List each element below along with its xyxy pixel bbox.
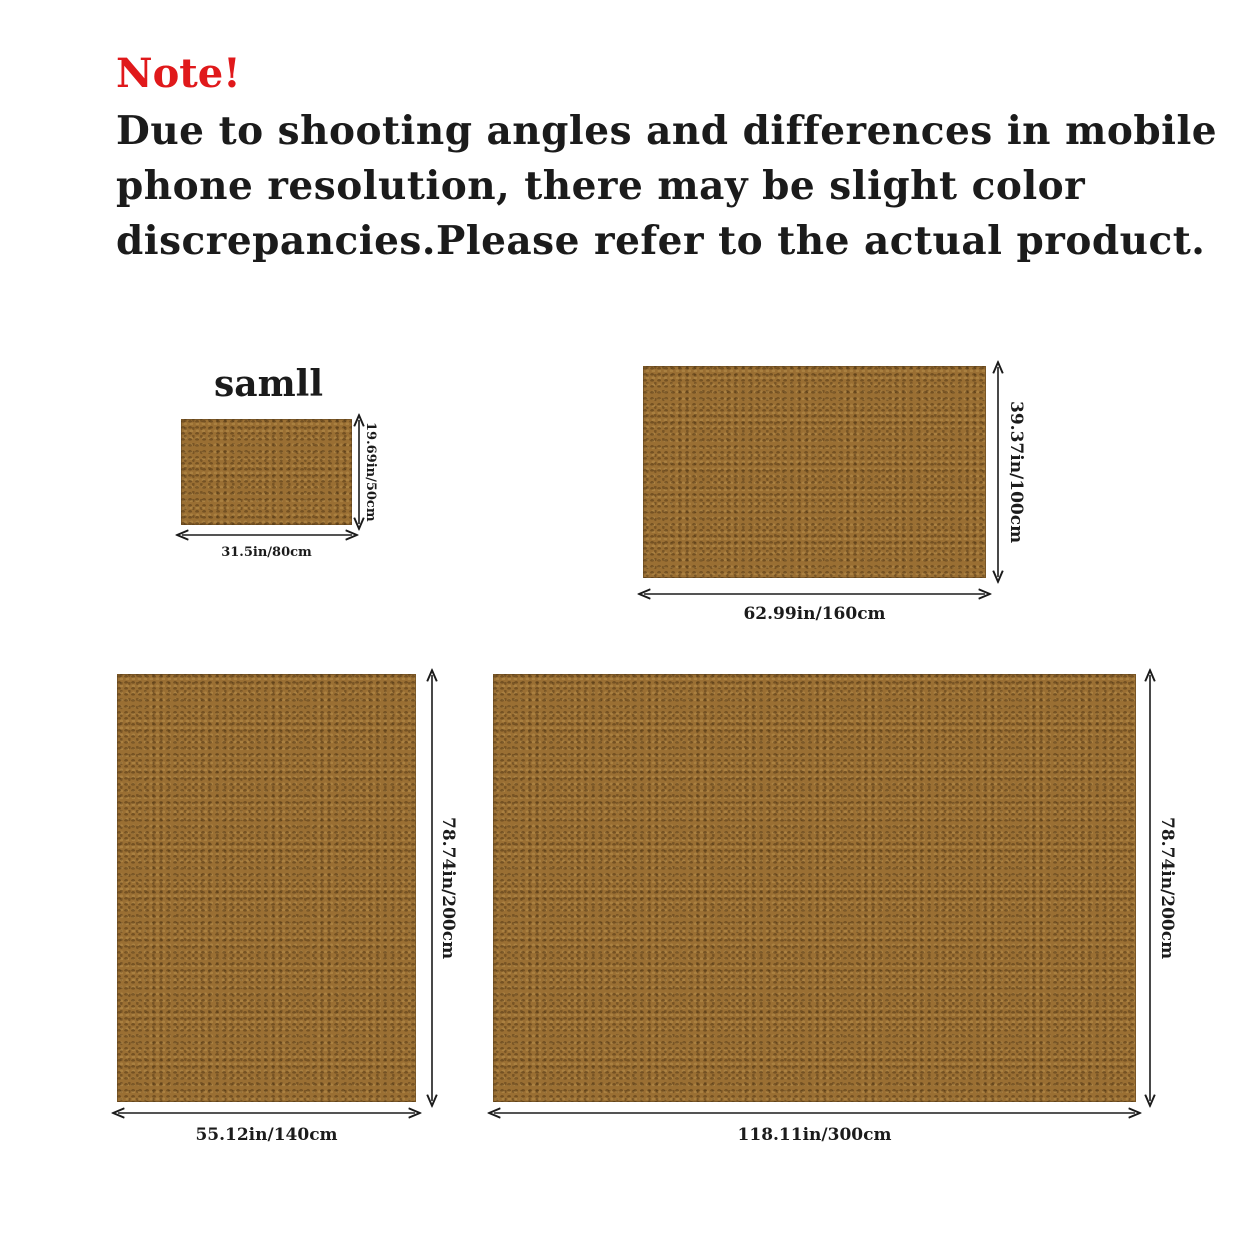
portrait-rug-height: 78.74in/200cm bbox=[438, 816, 458, 960]
landscape-rug-height: 78.74in/200cm bbox=[1157, 816, 1177, 960]
note-line-1: Due to shooting angles and differences in mobile bbox=[116, 108, 1218, 154]
small-rug-width: 31.5in/80cm bbox=[221, 545, 312, 560]
medium-rug-width: 62.99in/160cm bbox=[743, 604, 886, 624]
small-rug-label: samll bbox=[214, 363, 324, 405]
note-line-2: phone resolution, there may be slight color bbox=[116, 163, 1086, 209]
note-line-3: discrepancies.Please refer to the actual product. bbox=[116, 218, 1206, 264]
small-rug-height: 19.69in/50cm bbox=[363, 422, 378, 522]
portrait-rug-width: 55.12in/140cm bbox=[195, 1125, 338, 1145]
landscape-rug-width: 118.11in/300cm bbox=[737, 1125, 892, 1145]
medium-rug-height: 39.37in/100cm bbox=[1006, 400, 1026, 544]
note-title: Note! bbox=[116, 50, 241, 97]
